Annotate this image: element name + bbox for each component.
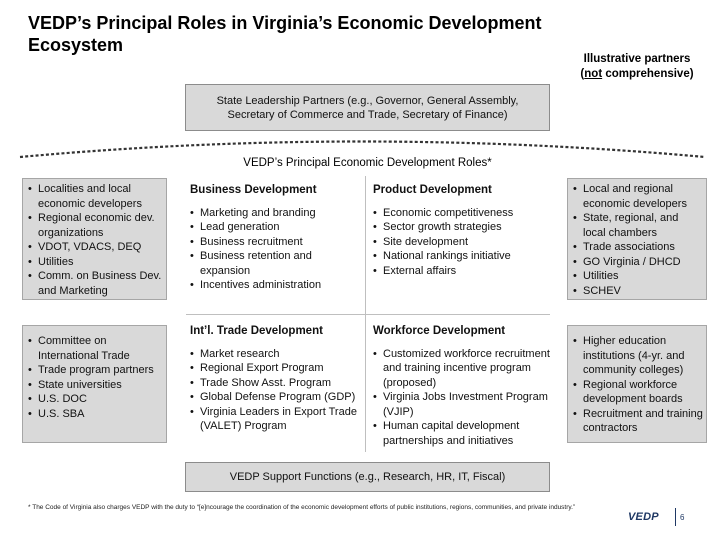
trade-development-heading: Int’l. Trade Development xyxy=(190,325,323,337)
left-bottom-partners-panel xyxy=(22,325,167,443)
list-item: • State universities xyxy=(23,378,164,393)
business-development-list xyxy=(186,206,362,293)
list-item: • Utilities xyxy=(568,269,704,284)
support-functions-box xyxy=(185,462,550,492)
business-development-quadrant xyxy=(186,183,362,293)
logo-divider xyxy=(675,508,676,526)
list-item: • Business retention and expansion xyxy=(186,249,362,278)
vedp-logo: VEDP xyxy=(628,511,659,523)
right-bottom-partners-list xyxy=(568,334,704,436)
list-item: • VDOT, VDACS, DEQ xyxy=(23,240,164,255)
list-item: • Marketing and branding xyxy=(186,206,362,221)
list-item: • SCHEV xyxy=(568,284,704,299)
list-item: • Customized workforce recruitment and training incentive program (proposed) xyxy=(369,347,551,391)
left-top-partners-list xyxy=(23,182,164,298)
product-development-quadrant xyxy=(369,183,551,278)
list-item: • Virginia Jobs Investment Program (VJIP) xyxy=(369,390,551,419)
list-item: • Higher education institutions (4-yr. and community colleges) xyxy=(568,334,704,378)
partners-note-line2: (not comprehensive) xyxy=(580,68,694,80)
list-item: • Trade associations xyxy=(568,240,704,255)
list-item: • Committee on International Trade xyxy=(23,334,164,363)
list-item: • Lead generation xyxy=(186,220,362,235)
right-top-partners-panel xyxy=(567,178,707,300)
list-item: • Regional Export Program xyxy=(186,361,362,376)
list-item: • Economic competitiveness xyxy=(369,206,551,221)
partners-note-line1: Illustrative partners xyxy=(583,53,691,65)
list-item: • Utilities xyxy=(23,255,164,270)
support-functions-text: VEDP Support Functions (e.g., Research, HR, IT, Fiscal) xyxy=(229,471,506,483)
roles-title: VEDP’s Principal Economic Development Roles* xyxy=(243,157,492,169)
list-item: • Trade program partners xyxy=(23,363,164,378)
list-item: • Local and regional economic developers xyxy=(568,182,704,211)
list-item: • Comm. on Business Dev. and Marketing xyxy=(23,269,164,298)
trade-development-list xyxy=(186,347,362,434)
business-development-heading: Business Development xyxy=(190,184,317,196)
list-item: • National rankings initiative xyxy=(369,249,551,264)
product-development-heading: Product Development xyxy=(373,184,492,196)
partners-note-underlined: not xyxy=(584,68,603,80)
list-item: • State, regional, and local chambers xyxy=(568,211,704,240)
trade-development-quadrant xyxy=(186,324,362,434)
left-bottom-partners-list xyxy=(23,334,164,421)
list-item: • Virginia Leaders in Export Trade (VALET) Program xyxy=(186,405,362,434)
list-item: • Market research xyxy=(186,347,362,362)
list-item: • Recruitment and training contractors xyxy=(568,407,704,436)
footnote: * The Code of Virginia also charges VEDP with the duty to “[e]ncourage the coordination of the economic development efforts of public institutions, regions, communities, and private industry.” xyxy=(28,504,576,511)
list-item: • Site development xyxy=(369,235,551,250)
list-item: • Incentives administration xyxy=(186,278,362,293)
quadrant-horizontal-divider xyxy=(186,314,550,315)
list-item: • Sector growth strategies xyxy=(369,220,551,235)
left-top-partners-panel xyxy=(22,178,167,300)
list-item: • GO Virginia / DHCD xyxy=(568,255,704,270)
list-item: • Regional economic dev. organizations xyxy=(23,211,164,240)
workforce-development-list xyxy=(369,347,551,449)
dashed-arc-divider xyxy=(0,0,720,200)
product-development-list xyxy=(369,206,551,279)
workforce-development-heading: Workforce Development xyxy=(373,325,506,337)
workforce-development-quadrant xyxy=(369,324,551,448)
state-leadership-text: State Leadership Partners (e.g., Governor, General Assembly, Secretary of Commerce and Trade, Secretary of Finance) xyxy=(216,94,519,121)
list-item: • U.S. DOC xyxy=(23,392,164,407)
list-item: • Business recruitment xyxy=(186,235,362,250)
list-item: • Regional workforce development boards xyxy=(568,378,704,407)
page-number: 6 xyxy=(680,513,685,522)
list-item: • U.S. SBA xyxy=(23,407,164,422)
list-item: • External affairs xyxy=(369,264,551,279)
page-title: VEDP’s Principal Roles in Virginia’s Economic Development Ecosystem xyxy=(28,13,542,55)
right-top-partners-list xyxy=(568,182,704,298)
list-item: • Localities and local economic developers xyxy=(23,182,164,211)
list-item: • Global Defense Program (GDP) xyxy=(186,390,362,405)
list-item: • Human capital development partnerships and initiatives xyxy=(369,419,551,448)
right-bottom-partners-panel xyxy=(567,325,707,443)
list-item: • Trade Show Asst. Program xyxy=(186,376,362,391)
